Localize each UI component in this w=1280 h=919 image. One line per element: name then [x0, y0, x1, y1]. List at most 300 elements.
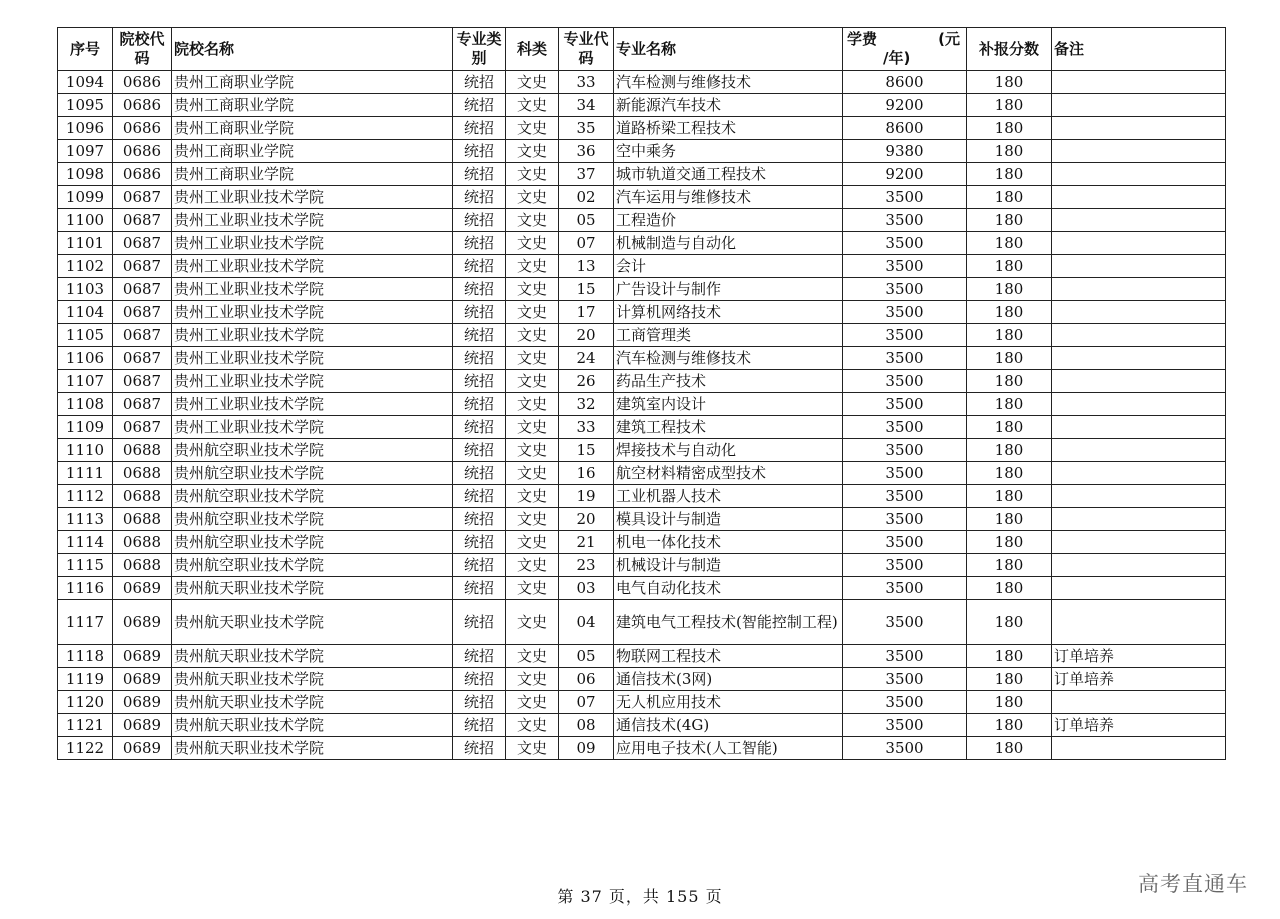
cell-school-code: 0686: [113, 94, 172, 117]
cell-school-code: 0687: [113, 393, 172, 416]
cell-category: 统招: [453, 94, 506, 117]
cell-remark: [1052, 301, 1226, 324]
cell-major-name: 建筑工程技术: [614, 416, 843, 439]
cell-major-code: 21: [559, 531, 614, 554]
table-row: [58, 737, 1226, 760]
cell-seq: 1117: [58, 600, 113, 645]
cell-score: 180: [967, 278, 1052, 301]
cell-subject: 文史: [506, 370, 559, 393]
cell-category: 统招: [453, 462, 506, 485]
cell-fee: 3500: [843, 232, 967, 255]
cell-remark: [1052, 232, 1226, 255]
cell-school-name: 贵州工业职业技术学院: [172, 186, 453, 209]
cell-seq: 1100: [58, 209, 113, 232]
cell-remark: [1052, 324, 1226, 347]
cell-major-name: 工商管理类: [614, 324, 843, 347]
cell-fee: 3500: [843, 714, 967, 737]
cell-score: 180: [967, 117, 1052, 140]
table-row: [58, 163, 1226, 186]
cell-remark: [1052, 554, 1226, 577]
cell-seq: 1098: [58, 163, 113, 186]
cell-major-name: 会计: [614, 255, 843, 278]
cell-score: 180: [967, 209, 1052, 232]
cell-school-code: 0686: [113, 71, 172, 94]
cell-school-code: 0687: [113, 301, 172, 324]
cell-school-code: 0689: [113, 691, 172, 714]
cell-major-code: 26: [559, 370, 614, 393]
cell-school-code: 0686: [113, 117, 172, 140]
table-row: [58, 347, 1226, 370]
table-row: [58, 186, 1226, 209]
cell-fee: 3500: [843, 416, 967, 439]
cell-category: 统招: [453, 439, 506, 462]
header-seq: 序号: [58, 28, 113, 71]
cell-remark: [1052, 508, 1226, 531]
cell-major-code: 24: [559, 347, 614, 370]
cell-remark: [1052, 531, 1226, 554]
cell-major-name: 汽车检测与维修技术: [614, 347, 843, 370]
cell-fee: 3500: [843, 600, 967, 645]
cell-score: 180: [967, 714, 1052, 737]
cell-subject: 文史: [506, 600, 559, 645]
cell-score: 180: [967, 370, 1052, 393]
cell-category: 统招: [453, 163, 506, 186]
cell-school-code: 0686: [113, 140, 172, 163]
cell-school-code: 0687: [113, 232, 172, 255]
table-row: [58, 462, 1226, 485]
cell-remark: [1052, 94, 1226, 117]
cell-school-code: 0688: [113, 531, 172, 554]
cell-score: 180: [967, 393, 1052, 416]
cell-fee: 3500: [843, 393, 967, 416]
cell-major-name: 道路桥梁工程技术: [614, 117, 843, 140]
cell-fee: 3500: [843, 439, 967, 462]
cell-major-code: 20: [559, 324, 614, 347]
cell-school-code: 0689: [113, 577, 172, 600]
cell-major-name: 计算机网络技术: [614, 301, 843, 324]
cell-school-name: 贵州航空职业技术学院: [172, 462, 453, 485]
cell-score: 180: [967, 577, 1052, 600]
cell-score: 180: [967, 737, 1052, 760]
header-fee-unit: (元: [938, 30, 960, 48]
cell-school-name: 贵州工业职业技术学院: [172, 347, 453, 370]
cell-fee: 3500: [843, 531, 967, 554]
cell-score: 180: [967, 255, 1052, 278]
cell-major-code: 19: [559, 485, 614, 508]
cell-school-code: 0688: [113, 485, 172, 508]
cell-remark: [1052, 577, 1226, 600]
cell-major-code: 15: [559, 278, 614, 301]
cell-school-name: 贵州航天职业技术学院: [172, 714, 453, 737]
cell-category: 统招: [453, 508, 506, 531]
cell-school-name: 贵州工业职业技术学院: [172, 324, 453, 347]
cell-remark: [1052, 600, 1226, 645]
cell-school-code: 0689: [113, 714, 172, 737]
header-score: 补报分数: [967, 28, 1052, 71]
cell-remark: [1052, 186, 1226, 209]
cell-major-name: 汽车运用与维修技术: [614, 186, 843, 209]
cell-major-code: 33: [559, 416, 614, 439]
cell-major-name: 无人机应用技术: [614, 691, 843, 714]
cell-school-code: 0689: [113, 668, 172, 691]
cell-major-name: 工业机器人技术: [614, 485, 843, 508]
cell-fee: 3500: [843, 668, 967, 691]
cell-major-code: 05: [559, 645, 614, 668]
cell-school-name: 贵州工商职业学院: [172, 117, 453, 140]
cell-subject: 文史: [506, 186, 559, 209]
cell-subject: 文史: [506, 416, 559, 439]
cell-remark: [1052, 255, 1226, 278]
cell-seq: 1113: [58, 508, 113, 531]
cell-fee: 3500: [843, 347, 967, 370]
cell-major-code: 17: [559, 301, 614, 324]
cell-school-code: 0687: [113, 278, 172, 301]
cell-school-code: 0687: [113, 209, 172, 232]
cell-major-code: 37: [559, 163, 614, 186]
admission-table: [57, 27, 1226, 760]
cell-school-name: 贵州航天职业技术学院: [172, 577, 453, 600]
cell-score: 180: [967, 186, 1052, 209]
cell-major-name: 汽车检测与维修技术: [614, 71, 843, 94]
cell-seq: 1108: [58, 393, 113, 416]
table-row: [58, 370, 1226, 393]
cell-school-code: 0689: [113, 645, 172, 668]
cell-school-code: 0687: [113, 186, 172, 209]
cell-subject: 文史: [506, 255, 559, 278]
cell-subject: 文史: [506, 462, 559, 485]
cell-major-name: 建筑室内设计: [614, 393, 843, 416]
cell-fee: 3500: [843, 691, 967, 714]
cell-major-name: 药品生产技术: [614, 370, 843, 393]
cell-seq: 1112: [58, 485, 113, 508]
cell-major-code: 33: [559, 71, 614, 94]
cell-seq: 1120: [58, 691, 113, 714]
cell-school-code: 0687: [113, 255, 172, 278]
cell-remark: [1052, 347, 1226, 370]
cell-school-name: 贵州工业职业技术学院: [172, 370, 453, 393]
cell-subject: 文史: [506, 209, 559, 232]
cell-subject: 文史: [506, 508, 559, 531]
header-school-name: 院校名称: [172, 28, 453, 71]
cell-score: 180: [967, 140, 1052, 163]
cell-category: 统招: [453, 600, 506, 645]
cell-school-code: 0688: [113, 554, 172, 577]
cell-school-name: 贵州工业职业技术学院: [172, 232, 453, 255]
cell-school-name: 贵州工商职业学院: [172, 140, 453, 163]
cell-remark: [1052, 393, 1226, 416]
header-fee-label: 学费: [847, 30, 878, 48]
cell-score: 180: [967, 71, 1052, 94]
cell-major-name: 模具设计与制造: [614, 508, 843, 531]
cell-subject: 文史: [506, 439, 559, 462]
cell-remark: [1052, 439, 1226, 462]
cell-seq: 1104: [58, 301, 113, 324]
table-row: [58, 209, 1226, 232]
cell-seq: 1119: [58, 668, 113, 691]
cell-seq: 1111: [58, 462, 113, 485]
cell-remark: 订单培养: [1052, 714, 1226, 737]
cell-school-name: 贵州航天职业技术学院: [172, 645, 453, 668]
cell-seq: 1103: [58, 278, 113, 301]
cell-major-code: 06: [559, 668, 614, 691]
cell-category: 统招: [453, 531, 506, 554]
cell-category: 统招: [453, 554, 506, 577]
cell-school-name: 贵州航空职业技术学院: [172, 531, 453, 554]
cell-category: 统招: [453, 117, 506, 140]
cell-score: 180: [967, 232, 1052, 255]
table-row: [58, 255, 1226, 278]
cell-fee: 3500: [843, 301, 967, 324]
cell-major-name: 应用电子技术(人工智能): [614, 737, 843, 760]
cell-subject: 文史: [506, 645, 559, 668]
table-header-row: [58, 28, 1226, 71]
cell-major-code: 07: [559, 232, 614, 255]
cell-score: 180: [967, 462, 1052, 485]
cell-school-name: 贵州工业职业技术学院: [172, 278, 453, 301]
cell-major-code: 13: [559, 255, 614, 278]
cell-fee: 9200: [843, 163, 967, 186]
cell-seq: 1099: [58, 186, 113, 209]
cell-subject: 文史: [506, 691, 559, 714]
cell-remark: [1052, 737, 1226, 760]
cell-category: 统招: [453, 255, 506, 278]
table-row: [58, 600, 1226, 645]
cell-category: 统招: [453, 301, 506, 324]
cell-score: 180: [967, 485, 1052, 508]
cell-seq: 1115: [58, 554, 113, 577]
cell-remark: 订单培养: [1052, 668, 1226, 691]
table-row: [58, 393, 1226, 416]
cell-fee: 8600: [843, 117, 967, 140]
header-category: 专业类别: [453, 28, 506, 71]
cell-subject: 文史: [506, 94, 559, 117]
table-row: [58, 554, 1226, 577]
cell-seq: 1101: [58, 232, 113, 255]
table-row: [58, 714, 1226, 737]
cell-score: 180: [967, 301, 1052, 324]
cell-school-name: 贵州工业职业技术学院: [172, 416, 453, 439]
cell-score: 180: [967, 94, 1052, 117]
cell-school-name: 贵州航空职业技术学院: [172, 554, 453, 577]
cell-fee: 3500: [843, 485, 967, 508]
cell-subject: 文史: [506, 485, 559, 508]
cell-school-name: 贵州航天职业技术学院: [172, 691, 453, 714]
table-row: [58, 324, 1226, 347]
table-row: [58, 232, 1226, 255]
cell-subject: 文史: [506, 140, 559, 163]
cell-fee: 3500: [843, 554, 967, 577]
cell-major-name: 工程造价: [614, 209, 843, 232]
cell-score: 180: [967, 531, 1052, 554]
cell-subject: 文史: [506, 163, 559, 186]
cell-school-code: 0687: [113, 324, 172, 347]
cell-school-code: 0687: [113, 416, 172, 439]
cell-seq: 1097: [58, 140, 113, 163]
cell-school-name: 贵州航空职业技术学院: [172, 508, 453, 531]
cell-fee: 9200: [843, 94, 967, 117]
cell-school-code: 0688: [113, 439, 172, 462]
cell-remark: [1052, 462, 1226, 485]
cell-seq: 1102: [58, 255, 113, 278]
cell-seq: 1116: [58, 577, 113, 600]
cell-score: 180: [967, 163, 1052, 186]
cell-school-name: 贵州工商职业学院: [172, 71, 453, 94]
cell-fee: 8600: [843, 71, 967, 94]
cell-subject: 文史: [506, 278, 559, 301]
cell-category: 统招: [453, 393, 506, 416]
cell-major-code: 04: [559, 600, 614, 645]
cell-subject: 文史: [506, 714, 559, 737]
cell-remark: [1052, 691, 1226, 714]
cell-school-name: 贵州航天职业技术学院: [172, 600, 453, 645]
cell-school-code: 0687: [113, 347, 172, 370]
cell-major-name: 通信技术(4G): [614, 714, 843, 737]
cell-major-name: 机械制造与自动化: [614, 232, 843, 255]
table-body: [58, 71, 1226, 760]
cell-major-name: 通信技术(3网): [614, 668, 843, 691]
cell-major-code: 23: [559, 554, 614, 577]
table-row: [58, 691, 1226, 714]
cell-major-name: 城市轨道交通工程技术: [614, 163, 843, 186]
cell-seq: 1109: [58, 416, 113, 439]
cell-remark: [1052, 278, 1226, 301]
cell-score: 180: [967, 600, 1052, 645]
cell-major-name: 机械设计与制造: [614, 554, 843, 577]
cell-remark: [1052, 370, 1226, 393]
cell-seq: 1094: [58, 71, 113, 94]
table-row: [58, 117, 1226, 140]
cell-seq: 1106: [58, 347, 113, 370]
cell-school-name: 贵州工业职业技术学院: [172, 255, 453, 278]
cell-remark: [1052, 485, 1226, 508]
cell-seq: 1122: [58, 737, 113, 760]
cell-school-code: 0686: [113, 163, 172, 186]
cell-category: 统招: [453, 232, 506, 255]
cell-subject: 文史: [506, 324, 559, 347]
header-remark: 备注: [1052, 28, 1226, 71]
cell-fee: 3500: [843, 278, 967, 301]
cell-fee: 3500: [843, 508, 967, 531]
cell-school-name: 贵州工商职业学院: [172, 94, 453, 117]
cell-subject: 文史: [506, 71, 559, 94]
cell-fee: 3500: [843, 186, 967, 209]
cell-school-code: 0688: [113, 508, 172, 531]
cell-fee: 3500: [843, 209, 967, 232]
cell-remark: [1052, 117, 1226, 140]
cell-major-name: 电气自动化技术: [614, 577, 843, 600]
cell-category: 统招: [453, 347, 506, 370]
cell-seq: 1096: [58, 117, 113, 140]
cell-score: 180: [967, 645, 1052, 668]
cell-school-code: 0689: [113, 737, 172, 760]
cell-category: 统招: [453, 278, 506, 301]
cell-seq: 1107: [58, 370, 113, 393]
cell-seq: 1095: [58, 94, 113, 117]
cell-fee: 3500: [843, 462, 967, 485]
cell-category: 统招: [453, 577, 506, 600]
cell-major-code: 09: [559, 737, 614, 760]
cell-fee: 3500: [843, 324, 967, 347]
cell-major-code: 16: [559, 462, 614, 485]
cell-subject: 文史: [506, 577, 559, 600]
cell-major-code: 07: [559, 691, 614, 714]
cell-seq: 1105: [58, 324, 113, 347]
cell-subject: 文史: [506, 301, 559, 324]
cell-category: 统招: [453, 714, 506, 737]
cell-category: 统招: [453, 668, 506, 691]
cell-seq: 1121: [58, 714, 113, 737]
header-school-code: 院校代码: [113, 28, 172, 71]
cell-remark: [1052, 209, 1226, 232]
cell-major-name: 空中乘务: [614, 140, 843, 163]
cell-major-code: 36: [559, 140, 614, 163]
cell-category: 统招: [453, 71, 506, 94]
cell-subject: 文史: [506, 668, 559, 691]
cell-category: 统招: [453, 140, 506, 163]
cell-major-code: 08: [559, 714, 614, 737]
cell-seq: 1110: [58, 439, 113, 462]
cell-school-name: 贵州航空职业技术学院: [172, 485, 453, 508]
cell-fee: 3500: [843, 255, 967, 278]
cell-score: 180: [967, 416, 1052, 439]
cell-school-name: 贵州工商职业学院: [172, 163, 453, 186]
cell-school-code: 0689: [113, 600, 172, 645]
cell-major-name: 新能源汽车技术: [614, 94, 843, 117]
cell-school-name: 贵州工业职业技术学院: [172, 209, 453, 232]
cell-major-code: 20: [559, 508, 614, 531]
cell-school-code: 0688: [113, 462, 172, 485]
header-major-code: 专业代码: [559, 28, 614, 71]
cell-subject: 文史: [506, 393, 559, 416]
page-number: 第 37 页，共 155 页: [557, 887, 723, 906]
cell-major-code: 05: [559, 209, 614, 232]
cell-score: 180: [967, 691, 1052, 714]
cell-score: 180: [967, 508, 1052, 531]
cell-major-code: 32: [559, 393, 614, 416]
cell-major-code: 15: [559, 439, 614, 462]
cell-category: 统招: [453, 645, 506, 668]
table-row: [58, 278, 1226, 301]
cell-remark: [1052, 163, 1226, 186]
cell-score: 180: [967, 324, 1052, 347]
cell-school-name: 贵州航天职业技术学院: [172, 737, 453, 760]
cell-remark: [1052, 71, 1226, 94]
cell-major-name: 建筑电气工程技术(智能控制工程): [614, 600, 843, 645]
cell-school-name: 贵州航空职业技术学院: [172, 439, 453, 462]
cell-school-name: 贵州工业职业技术学院: [172, 301, 453, 324]
cell-category: 统招: [453, 186, 506, 209]
cell-seq: 1118: [58, 645, 113, 668]
cell-major-name: 机电一体化技术: [614, 531, 843, 554]
cell-major-code: 03: [559, 577, 614, 600]
cell-remark: [1052, 416, 1226, 439]
table-row: [58, 94, 1226, 117]
cell-fee: 3500: [843, 645, 967, 668]
cell-subject: 文史: [506, 347, 559, 370]
cell-remark: [1052, 140, 1226, 163]
cell-major-name: 物联网工程技术: [614, 645, 843, 668]
cell-fee: 3500: [843, 370, 967, 393]
cell-seq: 1114: [58, 531, 113, 554]
cell-major-name: 广告设计与制作: [614, 278, 843, 301]
cell-school-name: 贵州航天职业技术学院: [172, 668, 453, 691]
cell-subject: 文史: [506, 117, 559, 140]
table-row: [58, 416, 1226, 439]
cell-category: 统招: [453, 691, 506, 714]
header-major-name: 专业名称: [614, 28, 843, 71]
cell-category: 统招: [453, 737, 506, 760]
cell-category: 统招: [453, 324, 506, 347]
